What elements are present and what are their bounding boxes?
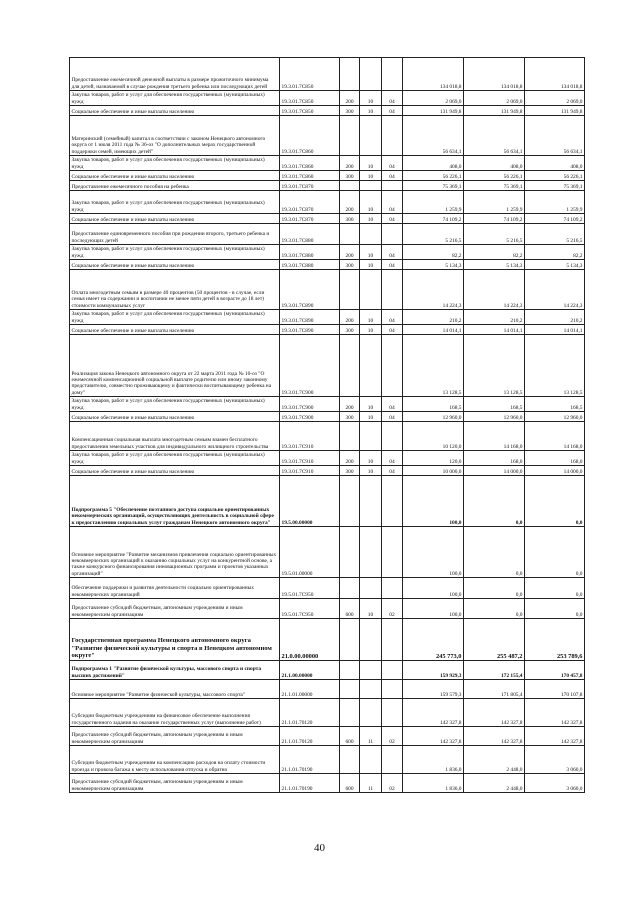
row-name-cell: Закупка товаров, работ и услуг для обеспечения государственных (муниципальных) нужд bbox=[70, 451, 280, 466]
row-code-cell: 19.3.01.7С900 bbox=[280, 412, 340, 422]
row-subsection-cell bbox=[382, 181, 403, 191]
table-row bbox=[70, 245, 585, 260]
row-name-cell: Обеспечение поддержки и развития деятельности социально ориентированных некоммерческих организаций bbox=[70, 578, 280, 599]
row-expense-type-cell bbox=[340, 661, 360, 680]
row-sum-year3-cell: 170 107,8 bbox=[525, 680, 585, 699]
row-sum-year3-cell: 0,0 bbox=[525, 599, 585, 619]
row-name-cell: Компенсационная социальная выплата многодетным семьям взамен бесплатного предоставления земельных участков для индивидуального жилищного строительства bbox=[70, 422, 280, 451]
row-sum-year2-cell: 171 805,4 bbox=[464, 680, 525, 699]
row-sum-year2-cell: 14 224,3 bbox=[464, 270, 525, 310]
row-sum-year1-cell: 1 836,0 bbox=[403, 774, 464, 793]
row-expense-type-cell: 200 bbox=[340, 91, 360, 106]
row-sum-year2-cell: 5 216,5 bbox=[464, 224, 525, 245]
row-sum-year2-cell: 14 168,0 bbox=[464, 422, 525, 451]
row-sum-year3-cell: 3 060,0 bbox=[525, 746, 585, 774]
row-sum-year2-cell: 56 226,1 bbox=[464, 171, 525, 181]
row-name-cell: Предоставление субсидий бюджетным, автономным учреждениям и иным некоммерческим организациям bbox=[70, 774, 280, 793]
row-code-cell: 21.1.01.00000 bbox=[280, 680, 340, 699]
row-name-cell: Закупка товаров, работ и услуг для обеспечения государственных (муниципальных) нужд bbox=[70, 91, 280, 106]
row-sum-year3-cell: 2 069,0 bbox=[525, 91, 585, 106]
row-code-cell: 21.1.01.70120 bbox=[280, 699, 340, 727]
table-row bbox=[70, 325, 585, 335]
row-sum-year3-cell: 0,0 bbox=[525, 476, 585, 527]
row-section-cell: 10 bbox=[360, 91, 382, 106]
row-name-cell: Подпрограмма 1 "Развитие физической культуры, массового спорта и спорта высших достижений" bbox=[70, 661, 280, 680]
table-row bbox=[70, 58, 585, 91]
row-sum-year3-cell: 56 634,1 bbox=[525, 116, 585, 156]
row-subsection-cell bbox=[382, 116, 403, 156]
table-row bbox=[70, 680, 585, 699]
row-subsection-cell: 02 bbox=[382, 774, 403, 793]
row-sum-year2-cell: 210,2 bbox=[464, 310, 525, 325]
row-sum-year1-cell: 56 634,1 bbox=[403, 116, 464, 156]
row-sum-year1-cell: 134 018,8 bbox=[403, 58, 464, 91]
table-row bbox=[70, 171, 585, 181]
row-sum-year3-cell: 14 168,0 bbox=[525, 422, 585, 451]
row-sum-year2-cell: 12 960,0 bbox=[464, 412, 525, 422]
row-section-cell: 10 bbox=[360, 310, 382, 325]
row-code-cell: 21.0.00.00000 bbox=[280, 619, 340, 661]
row-section-cell bbox=[360, 619, 382, 661]
row-sum-year1-cell: 5 134,3 bbox=[403, 260, 464, 270]
row-sum-year2-cell: 131 949,8 bbox=[464, 106, 525, 116]
row-name-cell: Социальное обеспечение и иные выплаты населению bbox=[70, 412, 280, 422]
table-row bbox=[70, 214, 585, 224]
row-subsection-cell bbox=[382, 661, 403, 680]
row-name-cell: Оплата многодетным семьям в размере 40 процентов (50 процентов - в случае, если семья имеет на содержании и воспитании не менее пяти детей в возрасте до 18 лет) стоимости коммунальных услуг bbox=[70, 270, 280, 310]
row-name-cell: Материнский (семейный) капитал в соответствии с законом Ненецкого автономного округа от 1 июля 2011 года № 36-оз "О дополнительных мерах государственной поддержки семей, имеющих детей" bbox=[70, 116, 280, 156]
table-row bbox=[70, 156, 585, 171]
row-sum-year1-cell: 142 327,8 bbox=[403, 699, 464, 727]
row-code-cell: 19.3.01.7С890 bbox=[280, 325, 340, 335]
row-section-cell: 10 bbox=[360, 214, 382, 224]
row-subsection-cell: 04 bbox=[382, 412, 403, 422]
row-expense-type-cell bbox=[340, 224, 360, 245]
row-name-cell: Закупка товаров, работ и услуг для обеспечения государственных (муниципальных) нужд bbox=[70, 156, 280, 171]
row-sum-year2-cell: 13 128,5 bbox=[464, 335, 525, 397]
row-name-cell: Социальное обеспечение и иные выплаты населению bbox=[70, 325, 280, 335]
row-sum-year1-cell: 74 109,2 bbox=[403, 214, 464, 224]
row-subsection-cell: 04 bbox=[382, 156, 403, 171]
row-expense-type-cell: 600 bbox=[340, 727, 360, 746]
row-expense-type-cell bbox=[340, 527, 360, 578]
row-expense-type-cell bbox=[340, 58, 360, 91]
row-code-cell: 21.1.00.00000 bbox=[280, 661, 340, 680]
table-row bbox=[70, 699, 585, 727]
row-name-cell: Субсидии бюджетным учреждениям на финансовое обеспечение выполнения государственного задания на оказание государственных услуг (выполнение работ) bbox=[70, 699, 280, 727]
row-sum-year3-cell: 3 060,0 bbox=[525, 774, 585, 793]
row-name-cell: Закупка товаров, работ и услуг для обеспечения государственных (муниципальных) нужд bbox=[70, 191, 280, 214]
row-code-cell: 21.1.01.70190 bbox=[280, 746, 340, 774]
row-sum-year3-cell: 134 018,8 bbox=[525, 58, 585, 91]
row-code-cell: 19.3.01.7С870 bbox=[280, 181, 340, 191]
row-code-cell: 19.3.01.7С870 bbox=[280, 191, 340, 214]
table-row bbox=[70, 106, 585, 116]
row-code-cell: 19.3.01.7С890 bbox=[280, 270, 340, 310]
row-section-cell: 10 bbox=[360, 325, 382, 335]
row-code-cell: 19.3.01.7С850 bbox=[280, 106, 340, 116]
row-subsection-cell bbox=[382, 699, 403, 727]
row-sum-year1-cell: 100,0 bbox=[403, 527, 464, 578]
row-name-cell: Социальное обеспечение и иные выплаты населению bbox=[70, 171, 280, 181]
table-row bbox=[70, 116, 585, 156]
row-expense-type-cell bbox=[340, 335, 360, 397]
table-row bbox=[70, 191, 585, 214]
page-number: 40 bbox=[314, 842, 325, 854]
row-expense-type-cell: 600 bbox=[340, 599, 360, 619]
row-sum-year2-cell: 2 069,0 bbox=[464, 91, 525, 106]
row-name-cell: Предоставление ежемесячной денежной выплаты в размере прожиточного минимума для детей, назначаемой в случае рождения третьего ребенка или последующих детей bbox=[70, 58, 280, 91]
row-name-cell: Основное мероприятие "Развитие механизмов привлечения социально ориентированных некоммерческих организаций к оказанию социальных услуг на конкурентной основе, а также конкурсного финансирования инновационных программ и проектов указанных организаций" bbox=[70, 527, 280, 578]
row-sum-year1-cell: 159 579,3 bbox=[403, 680, 464, 699]
row-expense-type-cell: 300 bbox=[340, 171, 360, 181]
row-section-cell bbox=[360, 699, 382, 727]
row-name-cell: Социальное обеспечение и иные выплаты населению bbox=[70, 214, 280, 224]
row-name-cell: Реализация закона Ненецкого автономного округа от 22 марта 2011 года № 10-оз "О ежемесячной компенсационной социальной выплате родителю или иному законному представителю, совместно проживающему и фактически воспитывающему ребенка на дому" bbox=[70, 335, 280, 397]
row-code-cell: 19.3.01.7С910 bbox=[280, 451, 340, 466]
row-sum-year2-cell: 56 634,1 bbox=[464, 116, 525, 156]
row-sum-year2-cell: 142 327,8 bbox=[464, 699, 525, 727]
row-sum-year3-cell: 13 128,5 bbox=[525, 335, 585, 397]
row-expense-type-cell bbox=[340, 578, 360, 599]
budget-table-body bbox=[70, 58, 585, 793]
row-expense-type-cell: 300 bbox=[340, 106, 360, 116]
row-code-cell: 19.3.01.7С890 bbox=[280, 310, 340, 325]
row-name-cell: Предоставление субсидий бюджетным, автономным учреждениям и иным некоммерческим организациям bbox=[70, 599, 280, 619]
row-section-cell bbox=[360, 680, 382, 699]
row-subsection-cell bbox=[382, 58, 403, 91]
row-name-cell: Закупка товаров, работ и услуг для обеспечения государственных (муниципальных) нужд bbox=[70, 310, 280, 325]
row-sum-year1-cell: 2 069,0 bbox=[403, 91, 464, 106]
row-sum-year3-cell: 5 216,5 bbox=[525, 224, 585, 245]
row-sum-year2-cell: 168,0 bbox=[464, 451, 525, 466]
row-sum-year2-cell: 75 369,1 bbox=[464, 181, 525, 191]
row-sum-year1-cell: 168,5 bbox=[403, 397, 464, 412]
row-sum-year1-cell: 1 259,9 bbox=[403, 191, 464, 214]
row-sum-year3-cell: 0,0 bbox=[525, 527, 585, 578]
row-sum-year1-cell: 10 120,0 bbox=[403, 422, 464, 451]
table-row bbox=[70, 310, 585, 325]
row-section-cell: 10 bbox=[360, 171, 382, 181]
row-section-cell bbox=[360, 422, 382, 451]
row-sum-year1-cell: 1 836,0 bbox=[403, 746, 464, 774]
row-subsection-cell: 02 bbox=[382, 727, 403, 746]
row-sum-year3-cell: 14 000,0 bbox=[525, 466, 585, 476]
row-code-cell: 19.3.01.7С860 bbox=[280, 156, 340, 171]
row-section-cell: 10 bbox=[360, 412, 382, 422]
row-sum-year3-cell: 210,2 bbox=[525, 310, 585, 325]
row-code-cell: 19.3.01.7С880 bbox=[280, 260, 340, 270]
row-sum-year2-cell: 82,2 bbox=[464, 245, 525, 260]
table-row bbox=[70, 599, 585, 619]
row-code-cell: 21.1.01.70120 bbox=[280, 727, 340, 746]
row-code-cell: 19.3.01.7С900 bbox=[280, 335, 340, 397]
table-row bbox=[70, 181, 585, 191]
row-expense-type-cell: 200 bbox=[340, 310, 360, 325]
row-expense-type-cell: 300 bbox=[340, 466, 360, 476]
row-subsection-cell: 04 bbox=[382, 325, 403, 335]
row-expense-type-cell bbox=[340, 116, 360, 156]
row-sum-year3-cell: 82,2 bbox=[525, 245, 585, 260]
row-sum-year1-cell: 12 960,0 bbox=[403, 412, 464, 422]
row-expense-type-cell bbox=[340, 422, 360, 451]
row-section-cell bbox=[360, 746, 382, 774]
row-sum-year3-cell: 408,0 bbox=[525, 156, 585, 171]
row-subsection-cell bbox=[382, 578, 403, 599]
row-sum-year1-cell: 100,0 bbox=[403, 599, 464, 619]
row-sum-year3-cell: 170 457,8 bbox=[525, 661, 585, 680]
row-sum-year1-cell: 10 000,0 bbox=[403, 466, 464, 476]
row-sum-year3-cell: 131 949,8 bbox=[525, 106, 585, 116]
row-code-cell: 19.5.01.7С950 bbox=[280, 578, 340, 599]
table-row bbox=[70, 335, 585, 397]
row-sum-year3-cell: 168,5 bbox=[525, 397, 585, 412]
row-section-cell: 10 bbox=[360, 397, 382, 412]
row-sum-year1-cell: 142 327,8 bbox=[403, 727, 464, 746]
row-subsection-cell: 04 bbox=[382, 191, 403, 214]
table-row bbox=[70, 260, 585, 270]
row-expense-type-cell: 300 bbox=[340, 260, 360, 270]
row-sum-year1-cell: 13 128,5 bbox=[403, 335, 464, 397]
table-row bbox=[70, 527, 585, 578]
row-sum-year3-cell: 74 109,2 bbox=[525, 214, 585, 224]
row-sum-year3-cell: 5 134,3 bbox=[525, 260, 585, 270]
row-section-cell bbox=[360, 224, 382, 245]
table-row bbox=[70, 661, 585, 680]
row-sum-year1-cell: 100,0 bbox=[403, 476, 464, 527]
row-expense-type-cell: 200 bbox=[340, 156, 360, 171]
row-name-cell: Закупка товаров, работ и услуг для обеспечения государственных (муниципальных) нужд bbox=[70, 397, 280, 412]
row-expense-type-cell: 200 bbox=[340, 451, 360, 466]
row-sum-year3-cell: 12 960,0 bbox=[525, 412, 585, 422]
row-sum-year1-cell: 5 216,5 bbox=[403, 224, 464, 245]
row-subsection-cell bbox=[382, 224, 403, 245]
row-code-cell: 21.1.01.70190 bbox=[280, 774, 340, 793]
row-subsection-cell: 04 bbox=[382, 310, 403, 325]
row-subsection-cell: 04 bbox=[382, 466, 403, 476]
table-row bbox=[70, 412, 585, 422]
row-sum-year2-cell: 0,0 bbox=[464, 599, 525, 619]
row-subsection-cell bbox=[382, 746, 403, 774]
row-section-cell bbox=[360, 181, 382, 191]
table-row bbox=[70, 476, 585, 527]
row-subsection-cell: 04 bbox=[382, 260, 403, 270]
row-sum-year2-cell: 2 448,0 bbox=[464, 774, 525, 793]
row-code-cell: 19.5.01.00000 bbox=[280, 527, 340, 578]
row-subsection-cell: 02 bbox=[382, 599, 403, 619]
row-subsection-cell bbox=[382, 335, 403, 397]
row-sum-year3-cell: 56 226,1 bbox=[525, 171, 585, 181]
row-sum-year2-cell: 168,5 bbox=[464, 397, 525, 412]
row-code-cell: 19.3.01.7С850 bbox=[280, 91, 340, 106]
row-expense-type-cell: 300 bbox=[340, 214, 360, 224]
row-expense-type-cell bbox=[340, 699, 360, 727]
table-row bbox=[70, 397, 585, 412]
row-sum-year1-cell: 14 014,1 bbox=[403, 325, 464, 335]
row-subsection-cell: 04 bbox=[382, 451, 403, 466]
row-section-cell bbox=[360, 335, 382, 397]
row-expense-type-cell bbox=[340, 181, 360, 191]
row-sum-year3-cell: 168,0 bbox=[525, 451, 585, 466]
row-subsection-cell: 04 bbox=[382, 397, 403, 412]
row-code-cell: 19.3.01.7С850 bbox=[280, 58, 340, 91]
row-sum-year1-cell: 245 773,0 bbox=[403, 619, 464, 661]
row-section-cell: 11 bbox=[360, 774, 382, 793]
row-code-cell: 19.3.01.7С910 bbox=[280, 422, 340, 451]
table-row bbox=[70, 774, 585, 793]
row-name-cell: Субсидии бюджетным учреждениям на компенсацию расходов на оплату стоимости проезда и провоза багажа к месту использования отпуска и обратно bbox=[70, 746, 280, 774]
row-section-cell: 11 bbox=[360, 727, 382, 746]
row-sum-year2-cell: 408,0 bbox=[464, 156, 525, 171]
row-sum-year2-cell: 2 448,0 bbox=[464, 746, 525, 774]
row-expense-type-cell: 300 bbox=[340, 412, 360, 422]
row-sum-year3-cell: 142 327,8 bbox=[525, 727, 585, 746]
row-name-cell: Подпрограмма 5 "Обеспечение поэтапного доступа социально ориентированных некоммерческих организаций, осуществляющих деятельность в социальной сфере к предоставлению социальных услуг гражданам Ненецкого автономного округа" bbox=[70, 476, 280, 527]
row-name-cell: Предоставление ежемесячного пособия на ребенка bbox=[70, 181, 280, 191]
row-sum-year1-cell: 210,2 bbox=[403, 310, 464, 325]
row-sum-year2-cell: 255 487,2 bbox=[464, 619, 525, 661]
row-name-cell: Предоставление единовременного пособия при рождении второго, третьего ребенка и последующих детей bbox=[70, 224, 280, 245]
row-section-cell: 10 bbox=[360, 191, 382, 214]
row-section-cell: 10 bbox=[360, 106, 382, 116]
row-name-cell: Социальное обеспечение и иные выплаты населению bbox=[70, 106, 280, 116]
row-expense-type-cell: 200 bbox=[340, 191, 360, 214]
table-row bbox=[70, 91, 585, 106]
table-row bbox=[70, 422, 585, 451]
row-sum-year2-cell: 142 327,8 bbox=[464, 727, 525, 746]
row-name-cell: Закупка товаров, работ и услуг для обеспечения государственных (муниципальных) нужд bbox=[70, 245, 280, 260]
row-code-cell: 19.3.01.7С910 bbox=[280, 466, 340, 476]
row-sum-year1-cell: 82,2 bbox=[403, 245, 464, 260]
row-subsection-cell bbox=[382, 527, 403, 578]
row-name-cell: Предоставление субсидий бюджетным, автономным учреждениям и иным некоммерческим организациям bbox=[70, 727, 280, 746]
row-expense-type-cell: 200 bbox=[340, 397, 360, 412]
row-sum-year2-cell: 74 109,2 bbox=[464, 214, 525, 224]
row-code-cell: 19.3.01.7С860 bbox=[280, 171, 340, 181]
row-sum-year1-cell: 100,0 bbox=[403, 578, 464, 599]
table-row bbox=[70, 619, 585, 661]
budget-table bbox=[69, 57, 585, 793]
row-code-cell: 19.5.00.00000 bbox=[280, 476, 340, 527]
row-subsection-cell bbox=[382, 476, 403, 527]
row-subsection-cell: 04 bbox=[382, 106, 403, 116]
row-sum-year1-cell: 14 224,3 bbox=[403, 270, 464, 310]
row-expense-type-cell: 200 bbox=[340, 245, 360, 260]
row-expense-type-cell: 600 bbox=[340, 774, 360, 793]
row-code-cell: 19.3.01.7С880 bbox=[280, 224, 340, 245]
row-sum-year1-cell: 56 226,1 bbox=[403, 171, 464, 181]
row-section-cell: 10 bbox=[360, 466, 382, 476]
row-code-cell: 19.5.01.7С950 bbox=[280, 599, 340, 619]
row-sum-year1-cell: 120,0 bbox=[403, 451, 464, 466]
row-sum-year3-cell: 0,0 bbox=[525, 578, 585, 599]
row-section-cell bbox=[360, 58, 382, 91]
row-subsection-cell bbox=[382, 422, 403, 451]
row-section-cell bbox=[360, 578, 382, 599]
budget-table-sheet bbox=[69, 57, 584, 793]
row-code-cell: 19.3.01.7С880 bbox=[280, 245, 340, 260]
row-section-cell bbox=[360, 116, 382, 156]
row-section-cell bbox=[360, 270, 382, 310]
row-code-cell: 19.3.01.7С870 bbox=[280, 214, 340, 224]
row-sum-year3-cell: 253 789,6 bbox=[525, 619, 585, 661]
row-section-cell bbox=[360, 527, 382, 578]
table-row bbox=[70, 578, 585, 599]
row-sum-year2-cell: 172 155,4 bbox=[464, 661, 525, 680]
row-section-cell bbox=[360, 476, 382, 527]
row-section-cell: 10 bbox=[360, 451, 382, 466]
table-row bbox=[70, 270, 585, 310]
row-name-cell: Основное мероприятие "Развитие физической культуры, массового спорта" bbox=[70, 680, 280, 699]
row-code-cell: 19.3.01.7С860 bbox=[280, 116, 340, 156]
row-name-cell: Государственная программа Ненецкого автономного округа "Развитие физической культуры и спорта в Ненецком автономном округе" bbox=[70, 619, 280, 661]
row-sum-year2-cell: 14 000,0 bbox=[464, 466, 525, 476]
row-sum-year3-cell: 75 369,1 bbox=[525, 181, 585, 191]
row-code-cell: 19.3.01.7С900 bbox=[280, 397, 340, 412]
row-section-cell: 10 bbox=[360, 260, 382, 270]
row-sum-year1-cell: 408,0 bbox=[403, 156, 464, 171]
row-name-cell: Социальное обеспечение и иные выплаты населению bbox=[70, 260, 280, 270]
table-row bbox=[70, 466, 585, 476]
row-subsection-cell: 04 bbox=[382, 245, 403, 260]
row-sum-year3-cell: 14 014,1 bbox=[525, 325, 585, 335]
row-subsection-cell: 04 bbox=[382, 171, 403, 181]
row-sum-year2-cell: 1 259,9 bbox=[464, 191, 525, 214]
row-subsection-cell bbox=[382, 270, 403, 310]
row-section-cell: 10 bbox=[360, 245, 382, 260]
row-sum-year3-cell: 1 259,9 bbox=[525, 191, 585, 214]
table-row bbox=[70, 451, 585, 466]
row-sum-year2-cell: 134 018,8 bbox=[464, 58, 525, 91]
row-subsection-cell: 04 bbox=[382, 91, 403, 106]
table-row bbox=[70, 224, 585, 245]
row-section-cell bbox=[360, 661, 382, 680]
row-section-cell: 10 bbox=[360, 599, 382, 619]
row-sum-year2-cell: 5 134,3 bbox=[464, 260, 525, 270]
row-expense-type-cell bbox=[340, 619, 360, 661]
row-sum-year2-cell: 0,0 bbox=[464, 527, 525, 578]
row-sum-year1-cell: 131 949,8 bbox=[403, 106, 464, 116]
row-sum-year1-cell: 159 929,3 bbox=[403, 661, 464, 680]
row-subsection-cell bbox=[382, 619, 403, 661]
table-row bbox=[70, 746, 585, 774]
row-expense-type-cell bbox=[340, 680, 360, 699]
row-sum-year2-cell: 0,0 bbox=[464, 578, 525, 599]
row-expense-type-cell bbox=[340, 746, 360, 774]
row-name-cell: Социальное обеспечение и иные выплаты населению bbox=[70, 466, 280, 476]
row-subsection-cell: 04 bbox=[382, 214, 403, 224]
row-sum-year1-cell: 75 369,1 bbox=[403, 181, 464, 191]
row-sum-year3-cell: 142 327,8 bbox=[525, 699, 585, 727]
row-subsection-cell bbox=[382, 680, 403, 699]
row-sum-year3-cell: 14 224,3 bbox=[525, 270, 585, 310]
row-sum-year2-cell: 0,0 bbox=[464, 476, 525, 527]
table-row bbox=[70, 727, 585, 746]
row-expense-type-cell bbox=[340, 270, 360, 310]
row-sum-year2-cell: 14 014,1 bbox=[464, 325, 525, 335]
row-expense-type-cell bbox=[340, 476, 360, 527]
row-section-cell: 10 bbox=[360, 156, 382, 171]
row-expense-type-cell: 300 bbox=[340, 325, 360, 335]
